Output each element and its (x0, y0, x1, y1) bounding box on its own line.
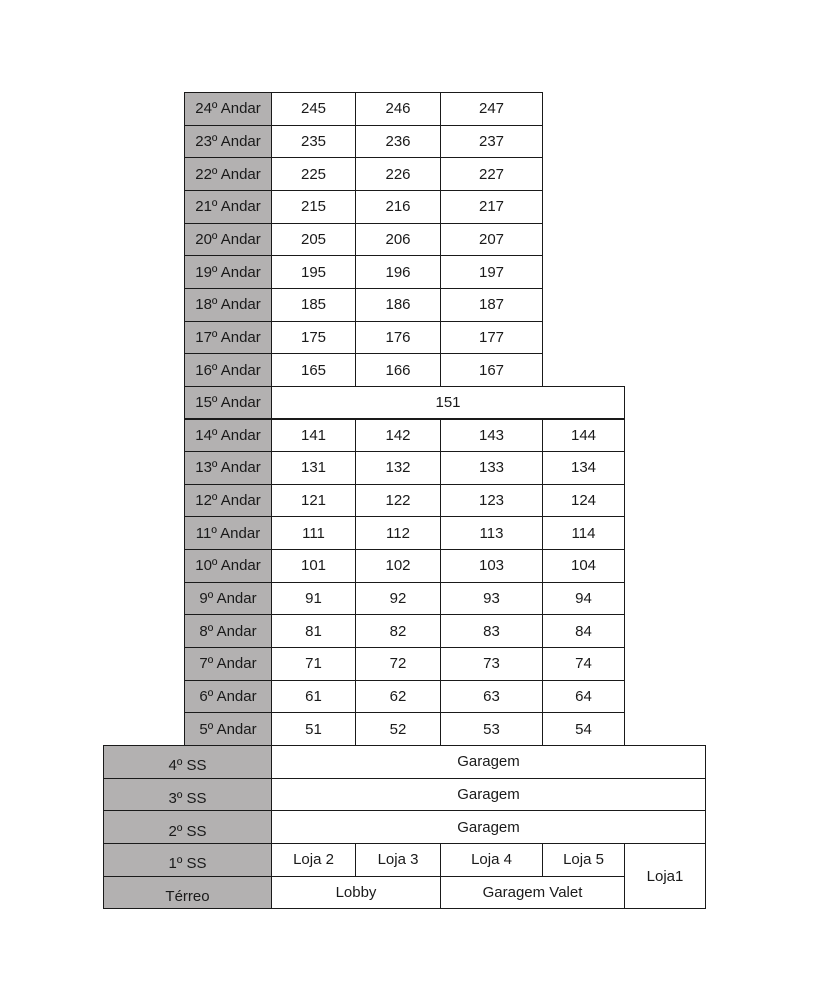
apartment-cell: 63 (440, 680, 543, 714)
apartment-cell: 101 (271, 549, 356, 583)
apartment-cell: 82 (355, 614, 441, 648)
floor-label: 13º Andar (184, 451, 272, 485)
apartment-cell: 91 (271, 582, 356, 616)
apartment-cell: 197 (440, 255, 543, 289)
floor-label: 19º Andar (184, 255, 272, 289)
shop-cell: Loja1 (624, 843, 706, 909)
apartment-cell: 142 (355, 419, 441, 453)
floor-label: 22º Andar (184, 157, 272, 191)
shop-cell: Loja 2 (271, 843, 356, 877)
apartment-cell: 132 (355, 451, 441, 485)
apartment-cell: 215 (271, 190, 356, 224)
floor-label: 8º Andar (184, 614, 272, 648)
floor-label: 18º Andar (184, 288, 272, 322)
apartment-cell: 81 (271, 614, 356, 648)
level-label: 3º SS (103, 778, 272, 812)
level-label: 2º SS (103, 810, 272, 844)
apartment-cell: 131 (271, 451, 356, 485)
level-label: 4º SS (103, 745, 272, 779)
apartment-cell: 207 (440, 223, 543, 257)
apartment-cell: 83 (440, 614, 543, 648)
level-label: Térreo (103, 876, 272, 910)
lobby-cell: Lobby (271, 876, 441, 910)
floor-label: 7º Andar (184, 647, 272, 681)
apartment-cell: 226 (355, 157, 441, 191)
apartment-cell: 72 (355, 647, 441, 681)
apartment-cell: 177 (440, 321, 543, 355)
level-label: 1º SS (103, 843, 272, 877)
apartment-cell: 113 (440, 516, 543, 550)
apartment-cell: 235 (271, 125, 356, 159)
apartment-cell: 52 (355, 712, 441, 746)
apartment-cell: 176 (355, 321, 441, 355)
apartment-cell: 185 (271, 288, 356, 322)
floor-label: 9º Andar (184, 582, 272, 616)
shop-cell: Loja 4 (440, 843, 543, 877)
apartment-cell: 134 (542, 451, 625, 485)
garage-cell: Garagem (271, 810, 706, 844)
apartment-cell: 246 (355, 92, 441, 126)
apartment-cell: 141 (271, 419, 356, 453)
apartment-cell: 84 (542, 614, 625, 648)
floor-label: 23º Andar (184, 125, 272, 159)
apartment-cell: 175 (271, 321, 356, 355)
apartment-cell: 167 (440, 353, 543, 387)
floor-label: 6º Andar (184, 680, 272, 714)
apartment-cell: 216 (355, 190, 441, 224)
apartment-cell: 225 (271, 157, 356, 191)
floor-label: 5º Andar (184, 712, 272, 746)
floor-label: 20º Andar (184, 223, 272, 257)
floor-label: 14º Andar (184, 419, 272, 453)
apartment-cell: 245 (271, 92, 356, 126)
apartment-cell: 71 (271, 647, 356, 681)
apartment-cell: 122 (355, 484, 441, 518)
apartment-cell: 93 (440, 582, 543, 616)
apartment-cell: 104 (542, 549, 625, 583)
apartment-cell: 236 (355, 125, 441, 159)
garage-cell: Garagem (271, 745, 706, 779)
apartment-cell: 94 (542, 582, 625, 616)
apartment-cell: 186 (355, 288, 441, 322)
apartment-cell: 187 (440, 288, 543, 322)
apartment-cell: 111 (271, 516, 356, 550)
floor-label: 10º Andar (184, 549, 272, 583)
apartment-cell: 133 (440, 451, 543, 485)
floor-label: 16º Andar (184, 353, 272, 387)
apartment-cell: 53 (440, 712, 543, 746)
floor-label: 21º Andar (184, 190, 272, 224)
floor-label: 15º Andar (184, 386, 272, 420)
apartment-cell: 114 (542, 516, 625, 550)
apartment-cell: 62 (355, 680, 441, 714)
valet-garage-cell: Garagem Valet (440, 876, 625, 910)
apartment-cell: 205 (271, 223, 356, 257)
apartment-cell: 102 (355, 549, 441, 583)
apartment-cell: 124 (542, 484, 625, 518)
apartment-cell: 51 (271, 712, 356, 746)
floor-label: 24º Andar (184, 92, 272, 126)
apartment-cell: 143 (440, 419, 543, 453)
apartment-cell: 144 (542, 419, 625, 453)
apartment-cell: 206 (355, 223, 441, 257)
apartment-cell: 165 (271, 353, 356, 387)
apartment-cell: 64 (542, 680, 625, 714)
floor-label: 12º Andar (184, 484, 272, 518)
apartment-cell: 61 (271, 680, 356, 714)
shop-cell: Loja 3 (355, 843, 441, 877)
apartment-cell: 196 (355, 255, 441, 289)
apartment-cell: 92 (355, 582, 441, 616)
apartment-cell: 217 (440, 190, 543, 224)
apartment-cell: 166 (355, 353, 441, 387)
apartment-cell: 123 (440, 484, 543, 518)
apartment-cell: 247 (440, 92, 543, 126)
apartment-cell: 121 (271, 484, 356, 518)
apartment-cell: 151 (271, 386, 625, 420)
apartment-cell: 54 (542, 712, 625, 746)
apartment-cell: 112 (355, 516, 441, 550)
apartment-cell: 74 (542, 647, 625, 681)
floor-label: 17º Andar (184, 321, 272, 355)
shop-cell: Loja 5 (542, 843, 625, 877)
apartment-cell: 237 (440, 125, 543, 159)
floor-label: 11º Andar (184, 516, 272, 550)
apartment-cell: 103 (440, 549, 543, 583)
apartment-cell: 227 (440, 157, 543, 191)
apartment-cell: 73 (440, 647, 543, 681)
garage-cell: Garagem (271, 778, 706, 812)
apartment-cell: 195 (271, 255, 356, 289)
